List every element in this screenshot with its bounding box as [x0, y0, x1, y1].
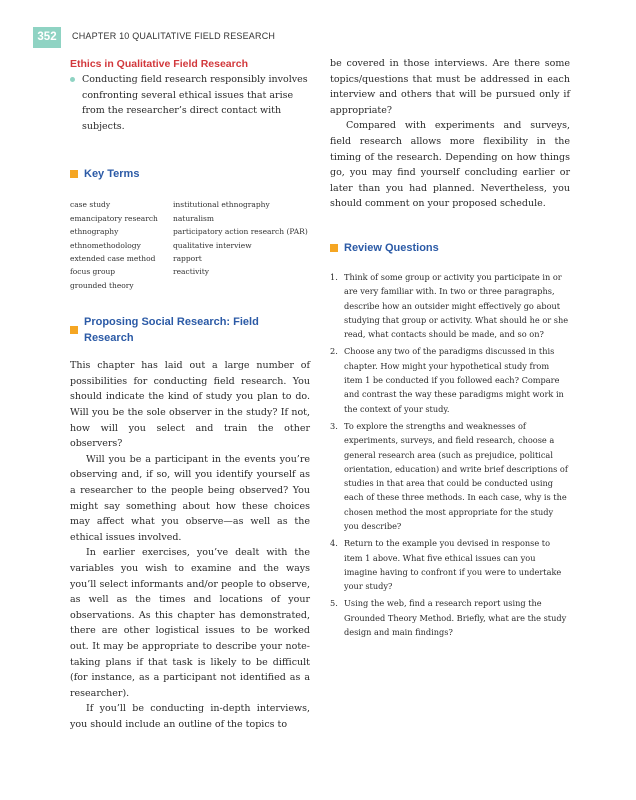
orange-square-icon	[330, 244, 338, 252]
key-term: ethnomethodology	[70, 240, 141, 250]
question-number: 2.	[330, 346, 338, 357]
key-term: grounded theory	[70, 280, 134, 290]
question-text: Return to the example you devised in response to item 1 above. What five ethical issues can you imagine having to confront if you were to undertake your study?	[344, 538, 562, 592]
body-paragraph: Compared with experiments and surveys, field research allows more flexibility in the timing of the research. Depending on how things go, you may find yourself concluding earlier or later than you had planned. Nevertheless, you should comment on your proposed schedule.	[330, 120, 570, 210]
key-term: extended case method	[70, 254, 156, 263]
key-terms-heading	[70, 166, 310, 182]
review-questions-list	[330, 270, 570, 639]
key-term: participatory action research (PAR)	[173, 227, 308, 237]
proposing-heading-text: Proposing Social Research: Field Research	[84, 316, 259, 345]
body-paragraph: be covered in those interviews. Are there some topics/questions that must be addressed in each interview and others that will be pursued only if appropriate?	[330, 58, 570, 116]
ethics-bullet-text: Conducting field research responsibly involves confronting several ethical issues that arise from the researcher’s direct contact with subjects.	[82, 74, 308, 132]
orange-square-icon	[70, 326, 78, 334]
proposing-heading	[70, 314, 310, 346]
left-column	[70, 56, 310, 732]
review-question	[330, 596, 570, 639]
question-number: 5.	[330, 598, 338, 609]
key-term: case study	[70, 200, 111, 210]
review-question	[330, 536, 570, 593]
right-column	[330, 56, 570, 642]
review-question	[330, 344, 570, 415]
body-paragraph: Will you be a participant in the events you’re observing and, if so, will you identify yourself as a researcher to the people being observed? You might say something about how these choices may affect what you observe—as well as the ethical issues involved.	[70, 453, 310, 543]
body-paragraph: This chapter has laid out a large number of possibilities for conducting field research. You should indicate the kind of study you plan to do. Will you be the sole observer in the study? If not, how will you select and train the other observers?	[70, 360, 310, 450]
key-term: focus group	[70, 267, 116, 277]
question-number: 1.	[330, 271, 338, 282]
question-text: Choose any two of the paradigms discussed in this chapter. How might your hypothetical study from item 1 be conducted if you followed each? Compare and contrast the way these paradigms might work in the context of your study.	[344, 346, 564, 414]
review-question	[330, 270, 570, 341]
running-head: CHAPTER 10 QUALITATIVE FIELD RESEARCH	[72, 31, 276, 41]
question-number: 4.	[330, 538, 338, 549]
question-text: Using the web, find a research report using the Grounded Theory Method. Briefly, what are the study design and main findings?	[344, 598, 567, 638]
question-text: To explore the strengths and weaknesses of experiments, surveys, and field research, choose a general research area (such as prejudice, political orientation, education) and write brief descriptions of studies in that area that could be conducted using each of these three methods. In each case, why is the chosen method the most appropriate for the study you describe?	[344, 420, 568, 531]
bullet-dot-icon	[70, 77, 75, 82]
ethics-bullet-item	[70, 72, 310, 134]
key-term: qualitative interview	[173, 240, 252, 250]
review-questions-heading-text: Review Questions	[344, 241, 439, 254]
key-term: naturalism	[173, 213, 214, 223]
key-term: rapport	[173, 254, 202, 263]
ethics-heading: Ethics in Qualitative Field Research	[70, 58, 248, 70]
review-question	[330, 419, 570, 533]
orange-square-icon	[70, 170, 78, 178]
body-paragraph: If you’ll be conducting in-depth interviews, you should include an outline of the topics to	[70, 703, 310, 730]
review-questions-heading	[330, 240, 570, 256]
question-text: Think of some group or activity you participate in or are very familiar with. In two or three paragraphs, describe how an outsider might effectively go about studying that group or activity. What should he or she read, what contacts should be made, and so on?	[344, 271, 569, 340]
page-header	[0, 0, 636, 52]
page-number: 352	[33, 27, 61, 48]
question-number: 3.	[330, 420, 338, 431]
key-term: reactivity	[173, 267, 209, 277]
key-term: ethnography	[70, 227, 119, 237]
body-paragraph: In earlier exercises, you’ve dealt with the variables you wish to examine and the ways you’ll select informants and/or people to observe, as well as the times and locations of your observations. As this chapter has demonstrated, there are other logistical issues to be worked out. It may be appropriate to describe your note-taking plans if that task is likely to be difficult (for instance, as a participant not identified as a researcher).	[70, 547, 310, 699]
key-terms-heading-text: Key Terms	[84, 168, 140, 181]
key-term: institutional ethnography	[173, 200, 270, 210]
key-terms-list	[70, 198, 310, 292]
key-term: emancipatory research	[70, 213, 158, 223]
